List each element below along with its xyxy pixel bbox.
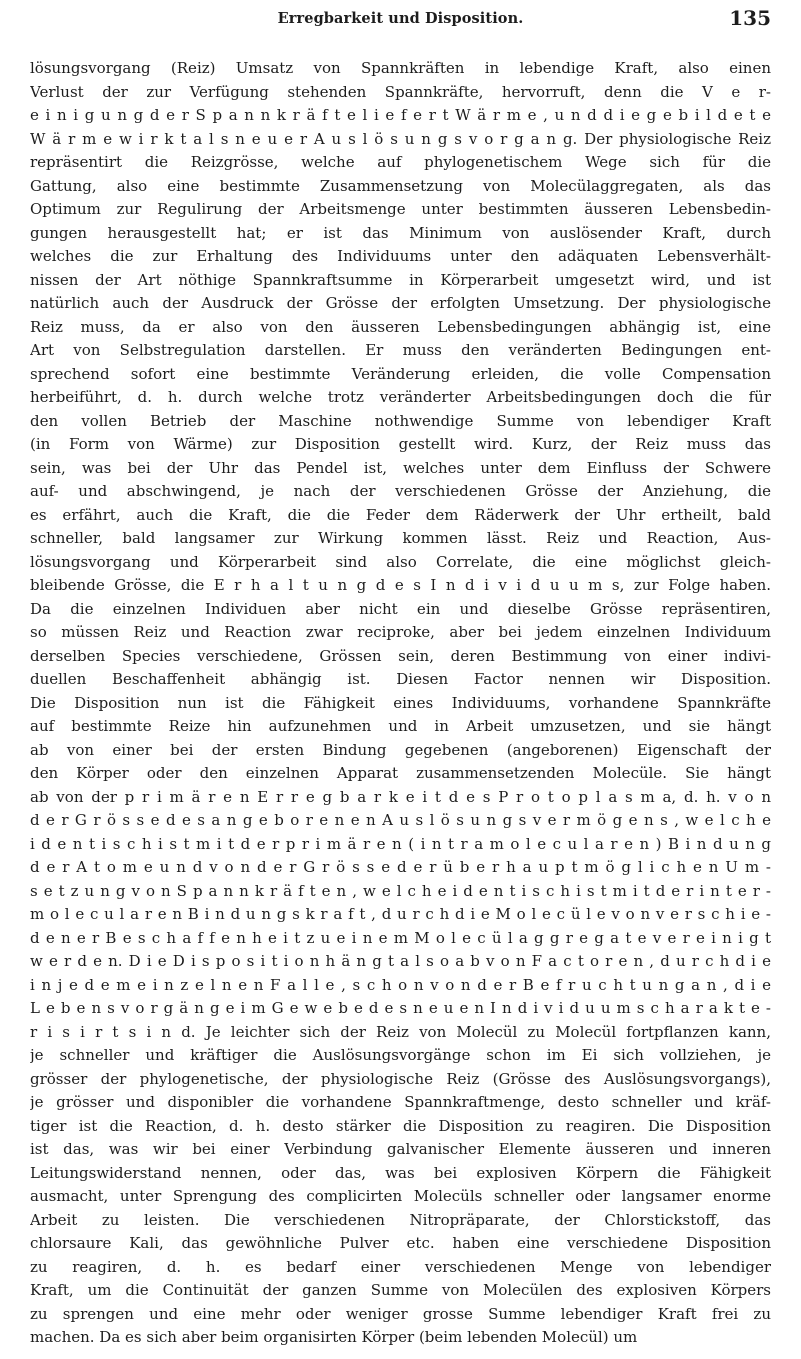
text-line: grösser der phylogenetische, der physiologische Reiz (Grösse des Auslösungsvorgangs), xyxy=(30,1069,771,1088)
text-line: d e r A t o m e u n d v o n d e r G r ö s s e d e r ü b e r h a u p t m ö g l i c h e n U m - xyxy=(30,858,771,876)
text-line: je schneller und kräftiger die Auslösungsvorgänge schon im Ei sich vollziehen, je xyxy=(30,1046,771,1064)
text-line: zu sprengen und eine mehr oder weniger grosse Summe lebendiger Kraft frei zu xyxy=(30,1304,771,1323)
text-line: gungen herausgestellt hat; er ist das Minimum von auslösender Kraft, durch xyxy=(30,223,771,242)
body-paragraph xyxy=(30,57,771,1350)
text-line: chlorsaure Kali, das gewöhnliche Pulver etc. haben eine verschiedene Disposition xyxy=(30,1234,771,1252)
text-line: ist das, was wir bei einer Verbindung galvanischer Elemente äusseren und inneren xyxy=(30,1140,771,1158)
text-line: (in Form von Wärme) zur Disposition gestellt wird. Kurz, der Reiz muss das xyxy=(30,435,771,453)
text-line: nissen der Art nöthige Spannkraftsumme in Körperarbeit umgesetzt wird, und ist xyxy=(30,270,771,289)
text-line: den vollen Betrieb der Maschine nothwendige Summe von lebendiger Kraft xyxy=(30,411,771,430)
text-line: d e r G r ö s s e d e s a n g e b o r e n e n A u s l ö s u n g s v e r m ö g e n s , w e l c h e xyxy=(30,811,771,829)
text-line: den Körper oder den einzelnen Apparat zusammensetzenden Molecüle. Sie hängt xyxy=(30,764,771,782)
running-title: Erregbarkeit und Disposition. xyxy=(277,10,524,27)
text-line: ausmacht, unter Sprengung des complicirten Molecüls schneller oder langsamer enorme xyxy=(30,1187,771,1205)
text-line: duellen Beschaffenheit abhängig ist. Diesen Factor nennen wir Disposition. xyxy=(30,670,771,688)
text-line: sprechend sofort eine bestimmte Veränderung erleiden, die volle Compensation xyxy=(30,364,771,383)
text-line: Arbeit zu leisten. Die verschiedenen Nitropräparate, der Chlorstickstoff, das xyxy=(30,1210,771,1229)
text-line: repräsentirt die Reizgrösse, welche auf phylogenetischem Wege sich für die xyxy=(30,153,771,171)
text-line: Leitungswiderstand nennen, oder das, was bei explosiven Körpern die Fähigkeit xyxy=(30,1163,771,1182)
text-line: d e n e r B e s c h a f f e n h e i t z u e i n e m M o l e c ü l a g g r e g a t e v e r e i n i g t xyxy=(30,928,771,947)
text-line: Kraft, um die Continuität der ganzen Summe von Molecülen des explosiven Körpers xyxy=(30,1281,771,1299)
text-line: Da die einzelnen Individuen aber nicht ein und dieselbe Grösse repräsentiren, xyxy=(30,599,771,618)
text-line: W ä r m e w i r k t a l s n e u e r A u s l ö s u n g s v o r g a n g. Der physiologische Reiz xyxy=(30,129,771,148)
text-line: lösungsvorgang und Körperarbeit sind also Correlate, die eine möglichst gleich- xyxy=(30,552,771,571)
text-line: zu reagiren, d. h. es bedarf einer verschiedenen Menge von lebendiger xyxy=(30,1257,771,1276)
text-line: e i n i g u n g d e r S p a n n k r ä f t e l i e f e r t W ä r m e , u n d d i e g e b i l d e t e xyxy=(30,106,771,124)
text-line: es erfährt, auch die Kraft, die die Feder dem Räderwerk der Uhr ertheilt, bald xyxy=(30,505,771,524)
text-line: Die Disposition nun ist die Fähigkeit eines Individuums, vorhandene Spannkräfte xyxy=(30,693,771,712)
text-line: auf- und abschwingend, je nach der verschiedenen Grösse der Anziehung, die xyxy=(30,482,771,500)
text-line: Optimum zur Regulirung der Arbeitsmenge unter bestimmten äusseren Lebensbedin- xyxy=(30,200,771,218)
text-line: ab von einer bei der ersten Bindung gegebenen (angeborenen) Eigenschaft der xyxy=(30,740,771,759)
text-line: lösungsvorgang (Reiz) Umsatz von Spannkräften in lebendige Kraft, also einen xyxy=(30,59,771,77)
text-line: w e r d e n. D i e D i s p o s i t i o n h ä n g t a l s o a b v o n F a c t o r e n , d u r c h d i e xyxy=(30,952,771,970)
text-line: herbeiführt, d. h. durch welche trotz veränderter Arbeitsbedingungen doch die für xyxy=(30,388,771,406)
text-line: Art von Selbstregulation darstellen. Er muss den veränderten Bedingungen ent- xyxy=(30,341,771,359)
text-line: m o l e c u l a r e n B i n d u n g s k r a f t , d u r c h d i e M o l e c ü l e v o n v e r s c h i e - xyxy=(30,905,771,923)
text-line: r i s i r t s i n d. Je leichter sich der Reiz von Molecül zu Molecül fortpflanzen kann, xyxy=(30,1022,771,1041)
text-line: sein, was bei der Uhr das Pendel ist, welches unter dem Einfluss der Schwere xyxy=(30,458,771,477)
text-line: derselben Species verschiedene, Grössen sein, deren Bestimmung von einer indivi- xyxy=(30,646,771,665)
page-header xyxy=(0,6,801,42)
text-line: Reiz muss, da er also von den äusseren Lebensbedingungen abhängig ist, eine xyxy=(30,317,771,336)
text-line: Verlust der zur Verfügung stehenden Spannkräfte, hervorruft, denn die V e r- xyxy=(30,82,771,101)
text-line: i n j e d e m e i n z e l n e n F a l l e , s c h o n v o n d e r B e f r u c h t u n g a n , d i e xyxy=(30,975,771,994)
text-line: so müssen Reiz und Reaction zwar reciproke, aber bei jedem einzelnen Individuum xyxy=(30,623,771,641)
text-line: s e t z u n g v o n S p a n n k r ä f t e n , w e l c h e i d e n t i s c h i s t m i t d e r i n t e r - xyxy=(30,881,771,900)
page-number: 135 xyxy=(729,6,771,30)
text-line: je grösser und disponibler die vorhandene Spannkraftmenge, desto schneller und kräf- xyxy=(30,1093,771,1111)
text-line: Gattung, also eine bestimmte Zusammensetzung von Molecülaggregaten, als das xyxy=(30,176,771,195)
text-line: welches die zur Erhaltung des Individuums unter den adäquaten Lebensverhält- xyxy=(30,247,771,265)
text-line: tiger ist die Reaction, d. h. desto stärker die Disposition zu reagiren. Die Disposition xyxy=(30,1116,771,1135)
text-line: schneller, bald langsamer zur Wirkung kommen lässt. Reiz und Reaction, Aus- xyxy=(30,529,771,547)
text-line: natürlich auch der Ausdruck der Grösse der erfolgten Umsetzung. Der physiologische xyxy=(30,294,771,312)
text-line: ab von der p r i m ä r e n E r r e g b a r k e i t d e s P r o t o p l a s m a, d. h. v o n xyxy=(30,787,771,806)
text-line: L e b e n s v o r g ä n g e i m G e w e b e d e s n e u e n I n d i v i d u u m s c h a r a k t e - xyxy=(30,999,771,1017)
text-line: i d e n t i s c h i s t m i t d e r p r i m ä r e n ( i n t r a m o l e c u l a r e n ) B i n d u n g xyxy=(30,834,771,853)
text-line: machen. Da es sich aber beim organisirten Körper (beim lebenden Molecül) um xyxy=(30,1328,638,1346)
text-line: bleibende Grösse, die E r h a l t u n g d e s I n d i v i d u u m s, zur Folge haben. xyxy=(30,576,771,594)
text-line: auf bestimmte Reize hin aufzunehmen und in Arbeit umzusetzen, und sie hängt xyxy=(30,717,771,735)
